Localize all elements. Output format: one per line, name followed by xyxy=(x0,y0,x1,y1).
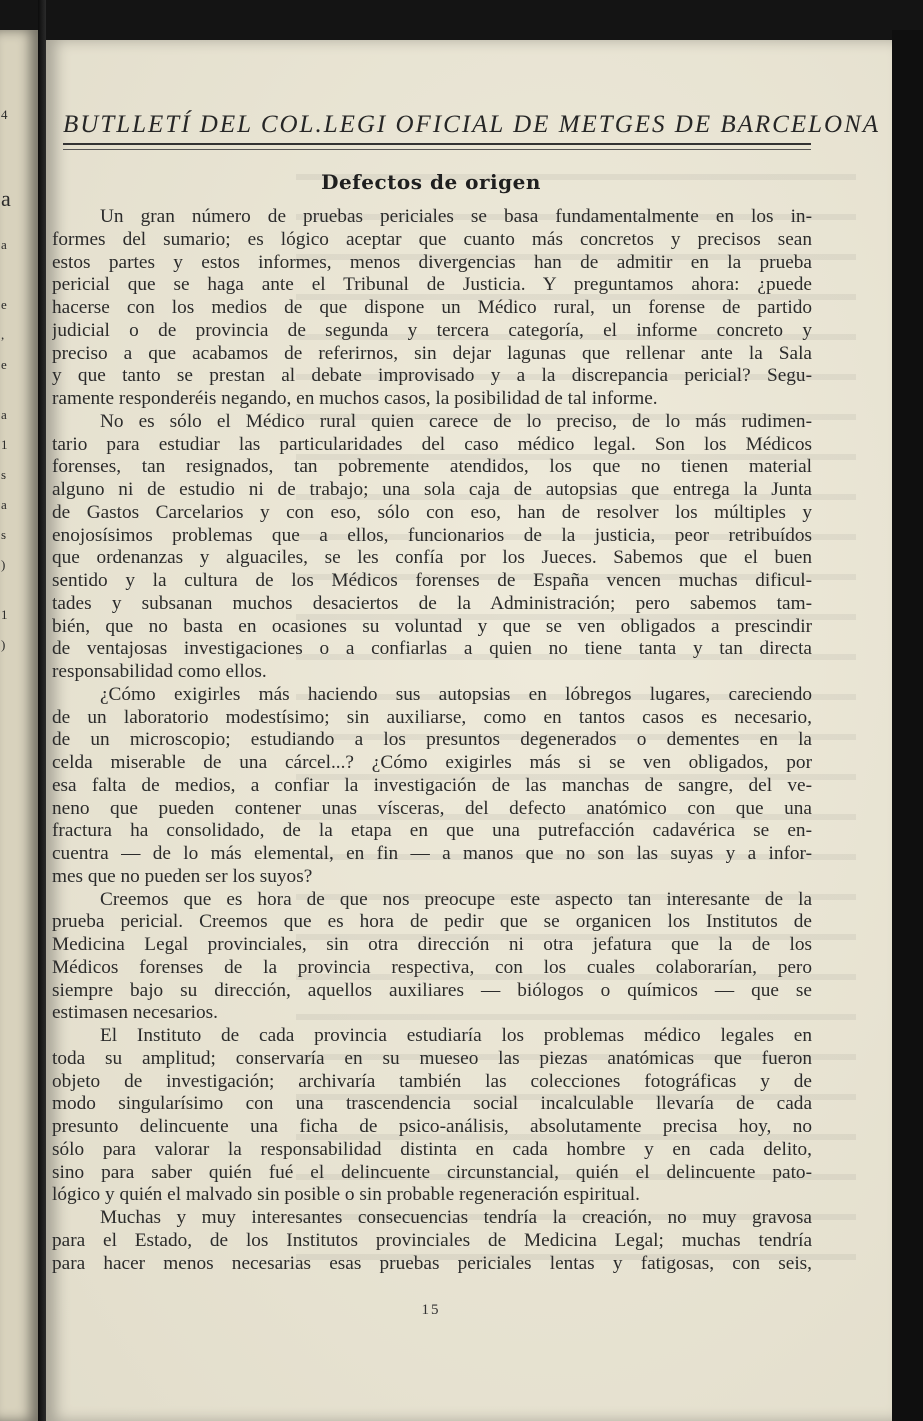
text-line: de ventajosas investigaciones o a confiarlas a quien no tiene tanta y tan directa xyxy=(52,638,812,660)
text-line: de Gastos Carcelarios y con eso, sólo con eso, han de resolver los múltiples y xyxy=(52,501,812,523)
paragraph xyxy=(52,206,812,411)
article-body xyxy=(52,206,812,1275)
left-page-fragment: ) xyxy=(1,557,6,572)
text-line: modo singularísimo con una trascendencia social incalculable llevaría de cada xyxy=(52,1093,812,1115)
text-line: hacerse con los medios de que dispone un Médico rural, un forense de partido xyxy=(52,297,812,318)
paragraph xyxy=(52,1207,812,1275)
page-number: 15 xyxy=(421,1302,441,1318)
text-line: que ordenanzas y alguaciles, se les confía por los Jueces. Sabemos que el buen xyxy=(52,547,812,569)
text-line: para hacer menos necesarias esas pruebas periciales lentas y fatigosas, con seis, xyxy=(52,1252,812,1274)
book-gutter xyxy=(38,0,46,1421)
left-page-fragment: a xyxy=(1,497,7,512)
text-line: Médicos forenses de la provincia respectiva, con los cuales colaborarían, pero xyxy=(52,956,812,978)
header-rule-top xyxy=(63,143,811,145)
text-line: de un laboratorio modestísimo; sin auxiliarse, como en tantos casos es necesario, xyxy=(52,706,812,728)
text-line: objeto de investigación; archivaría también las colecciones fotográficas y de xyxy=(52,1070,812,1092)
header-rule-bottom xyxy=(63,149,811,150)
document-page xyxy=(46,40,892,1421)
scan-background-edge xyxy=(892,30,923,1421)
article-title: Defectos de origen xyxy=(321,170,541,194)
text-line: Muchas y muy interesantes consecuencias tendría la creación, no muy gravosa xyxy=(100,1207,812,1228)
text-line: de un microscopio; estudiando a los presuntos degenerados o dementes en la xyxy=(52,729,812,751)
text-line: ¿Cómo exigirles más haciendo sus autopsias en lóbregos lugares, careciendo xyxy=(100,683,812,705)
text-line: alguno ni de estudio ni de trabajo; una sola caja de autopsias que entrega la Junta xyxy=(52,479,812,500)
left-page-fragment: 1 xyxy=(1,437,8,452)
text-line: tades y subsanan muchos desaciertos de la Administración; pero sabemos tam- xyxy=(52,592,812,614)
text-line: preciso a que acabamos de referirnos, sin dejar lagunas que rellenar ante la Sala xyxy=(52,342,812,364)
left-page-fragment: s xyxy=(1,527,7,542)
text-line: judicial o de provincia de segunda y tercera categoría, el informe concreto y xyxy=(52,319,812,341)
text-line: para el Estado, de los Institutos provinciales de Medicina Legal; muchas tendría xyxy=(52,1229,812,1251)
journal-header: BUTLLETÍ DEL COL.LEGI OFICIAL DE METGES DE BARCELONA xyxy=(63,111,881,138)
text-line: formes del sumario; es lógico aceptar que cuanto más concretos y precisos sean xyxy=(52,228,812,250)
text-line: prueba pericial. Creemos que es hora de pedir que se organicen los Institutos de xyxy=(52,911,812,933)
paragraph xyxy=(52,889,812,1026)
text-line: sentido y la cultura de los Médicos forenses de España vencen muchas dificul- xyxy=(52,570,812,591)
text-line: bién, que no basta en ocasiones su voluntad y que se ven obligados a prescindir xyxy=(52,615,812,637)
text-line: sino para saber quién fué el delincuente circunstancial, quién el delincuente pato- xyxy=(52,1161,812,1183)
paragraph xyxy=(52,684,812,889)
left-page-fragment: e xyxy=(1,297,7,312)
previous-page-edge xyxy=(0,30,38,1421)
text-line: cuentra — de lo más elemental, en fin — a manos que no son las suyas y a infor- xyxy=(52,843,812,864)
left-page-fragment: a xyxy=(1,186,11,211)
left-page-fragment: e xyxy=(1,357,7,372)
text-line: pericial que se haga ante el Tribunal de Justicia. Y preguntamos ahora: ¿puede xyxy=(52,274,812,296)
text-line: tario para estudiar las particularidades del caso médico legal. Son los Médicos xyxy=(52,433,812,455)
text-line: Creemos que es hora de que nos preocupe este aspecto tan interesante de la xyxy=(100,888,812,910)
text-line: Un gran número de pruebas periciales se basa fundamentalmente en los in- xyxy=(100,206,812,227)
text-line: mes que no pueden ser los suyos? xyxy=(52,865,313,887)
text-line: El Instituto de cada provincia estudiaría los problemas médico legales en xyxy=(100,1025,812,1046)
text-line: presunto delincuente una ficha de psico-análisis, absolutamente precisa hoy, no xyxy=(52,1116,812,1137)
text-line: forenses, tan resignados, tan pobremente atendidos, los que no tienen material xyxy=(52,456,812,478)
text-line: siempre bajo su dirección, aquellos auxiliares — biólogos o químicos — que se xyxy=(52,979,812,1001)
paragraph xyxy=(52,411,812,684)
text-line: toda su amplitud; conservaría en su mueseo las piezas anatómicas que fueron xyxy=(52,1047,812,1069)
text-line: neno que pueden contener unas vísceras, del defecto anatómico con que una xyxy=(52,797,812,819)
left-page-fragment: , xyxy=(1,327,5,342)
left-page-fragment: a xyxy=(1,237,7,252)
text-line: Medicina Legal provinciales, sin otra dirección ni otra jefatura que la de los xyxy=(52,934,812,955)
text-line: estos partes y estos informes, menos divergencias han de admitir en la prueba xyxy=(52,251,812,273)
left-page-fragment: 1 xyxy=(1,607,8,622)
left-page-fragment: s xyxy=(1,467,7,482)
left-page-fragment: ) xyxy=(1,637,6,652)
text-line: enojosísimos problemas que a ellos, funcionarios de la justicia, peor retribuídos xyxy=(52,524,812,546)
text-line: esa falta de medios, a confiar la investigación de las manchas de sangre, del ve- xyxy=(52,774,812,796)
text-line: y que tanto se prestan al debate improvisado y a la discrepancia pericial? Segu- xyxy=(52,365,812,387)
left-page-fragment: a xyxy=(1,407,7,422)
text-line: sólo para valorar la responsabilidad distinta en cada hombre y en cada delito, xyxy=(52,1138,812,1160)
left-page-fragment: 4 xyxy=(1,107,8,122)
text-line: ramente responderéis negando, en muchos casos, la posibilidad de tal informe. xyxy=(52,388,658,409)
text-line: celda miserable de una cárcel...? ¿Cómo exigirles más si se ven obligados, por xyxy=(52,752,812,773)
text-line: No es sólo el Médico rural quien carece de lo preciso, de lo más rudimen- xyxy=(100,410,812,432)
text-line: lógico y quién el malvado sin posible o sin probable regeneración espiritual. xyxy=(52,1184,640,1206)
paragraph xyxy=(52,1025,812,1207)
text-line: estimasen necesarios. xyxy=(52,1002,218,1024)
text-line: responsabilidad como ellos. xyxy=(52,661,267,682)
text-line: fractura ha consolidado, de la etapa en que una putrefacción cadavérica se en- xyxy=(52,820,812,842)
